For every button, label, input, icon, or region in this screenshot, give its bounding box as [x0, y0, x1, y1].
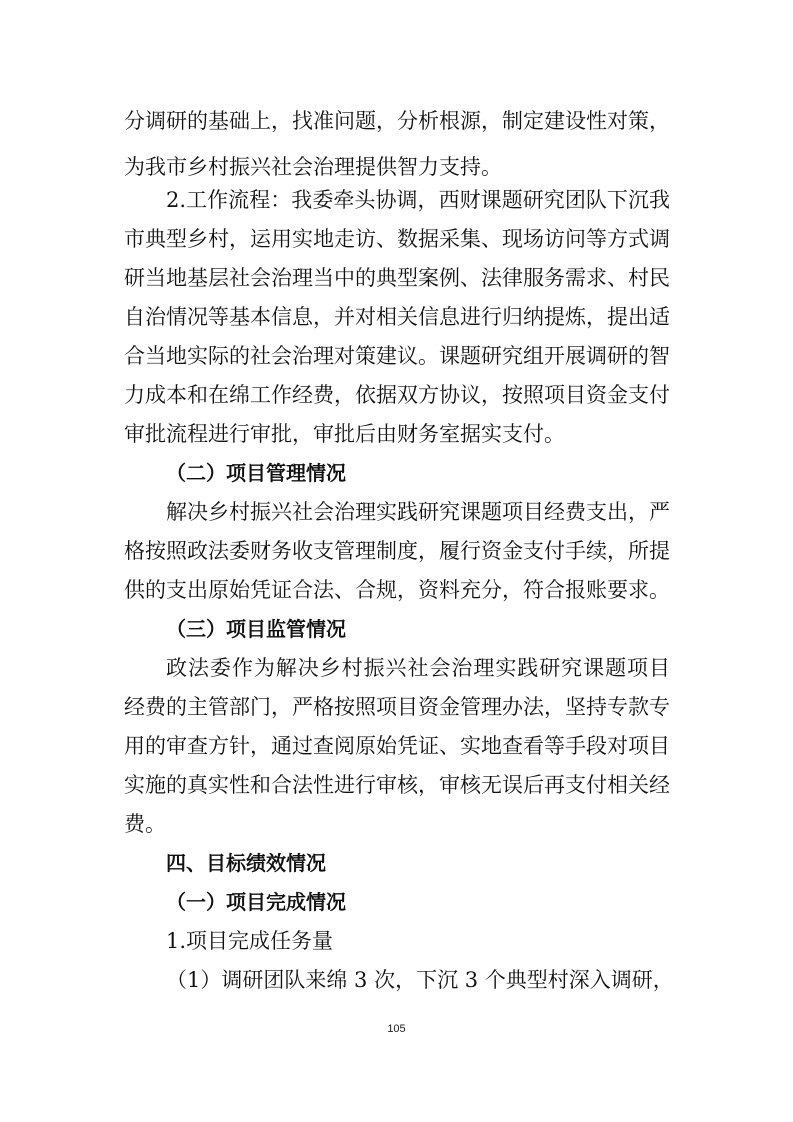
body-text-line: 用的审查方针，通过查阅原始凭证、实地查看等手段对项目: [124, 734, 670, 758]
body-text-line: 经费的主管部门，严格按照项目资金管理办法，坚持专款专: [124, 695, 670, 719]
body-text-line: 实施的真实性和合法性进行审核，审核无误后再支付相关经: [124, 773, 670, 797]
section-heading: （二）项目管理情况: [166, 461, 346, 485]
body-text-line: 审批流程进行审批，审批后由财务室据实支付。: [124, 422, 565, 446]
body-text-line: 政法委作为解决乡村振兴社会治理实践研究课题项目: [166, 656, 670, 680]
page-number: 105: [387, 1023, 406, 1035]
body-text-line: 供的支出原始凭证合法、合规，资料充分，符合报账要求。: [124, 578, 670, 602]
section-heading: （三）项目监管情况: [166, 617, 346, 641]
body-text-line: 自治情况等基本信息，并对相关信息进行归纳提炼，提出适: [124, 305, 670, 329]
body-text-line: 解决乡村振兴社会治理实践研究课题项目经费支出，严: [166, 500, 670, 524]
body-text-line: 研当地基层社会治理当中的典型案例、法律服务需求、村民: [124, 266, 670, 290]
section-heading: （一）项目完成情况: [166, 890, 346, 914]
body-text-line: 费。: [124, 812, 166, 836]
body-text-line: 分调研的基础上，找准问题，分析根源，制定建设性对策，: [124, 109, 670, 133]
chapter-heading: 四、目标绩效情况: [166, 851, 326, 875]
body-text-line: 格按照政法委财务收支管理制度，履行资金支付手续，所提: [124, 539, 670, 563]
body-text-line: 合当地实际的社会治理对策建议。课题研究组开展调研的智: [124, 344, 670, 368]
body-text-line: 为我市乡村振兴社会治理提供智力支持。: [124, 155, 502, 179]
body-text-line: 市典型乡村，运用实地走访、数据采集、现场访问等方式调: [124, 227, 670, 251]
body-text-line: （1）调研团队来绵 3 次，下沉 3 个典型村深入调研，: [166, 968, 674, 992]
body-text-line: 力成本和在绵工作经费，依据双方协议，按照项目资金支付: [124, 383, 670, 407]
body-text-line: 2.工作流程：我委牵头协调，西财课题研究团队下沉我: [166, 188, 670, 212]
subsection-heading: 1.项目完成任务量: [166, 929, 334, 953]
